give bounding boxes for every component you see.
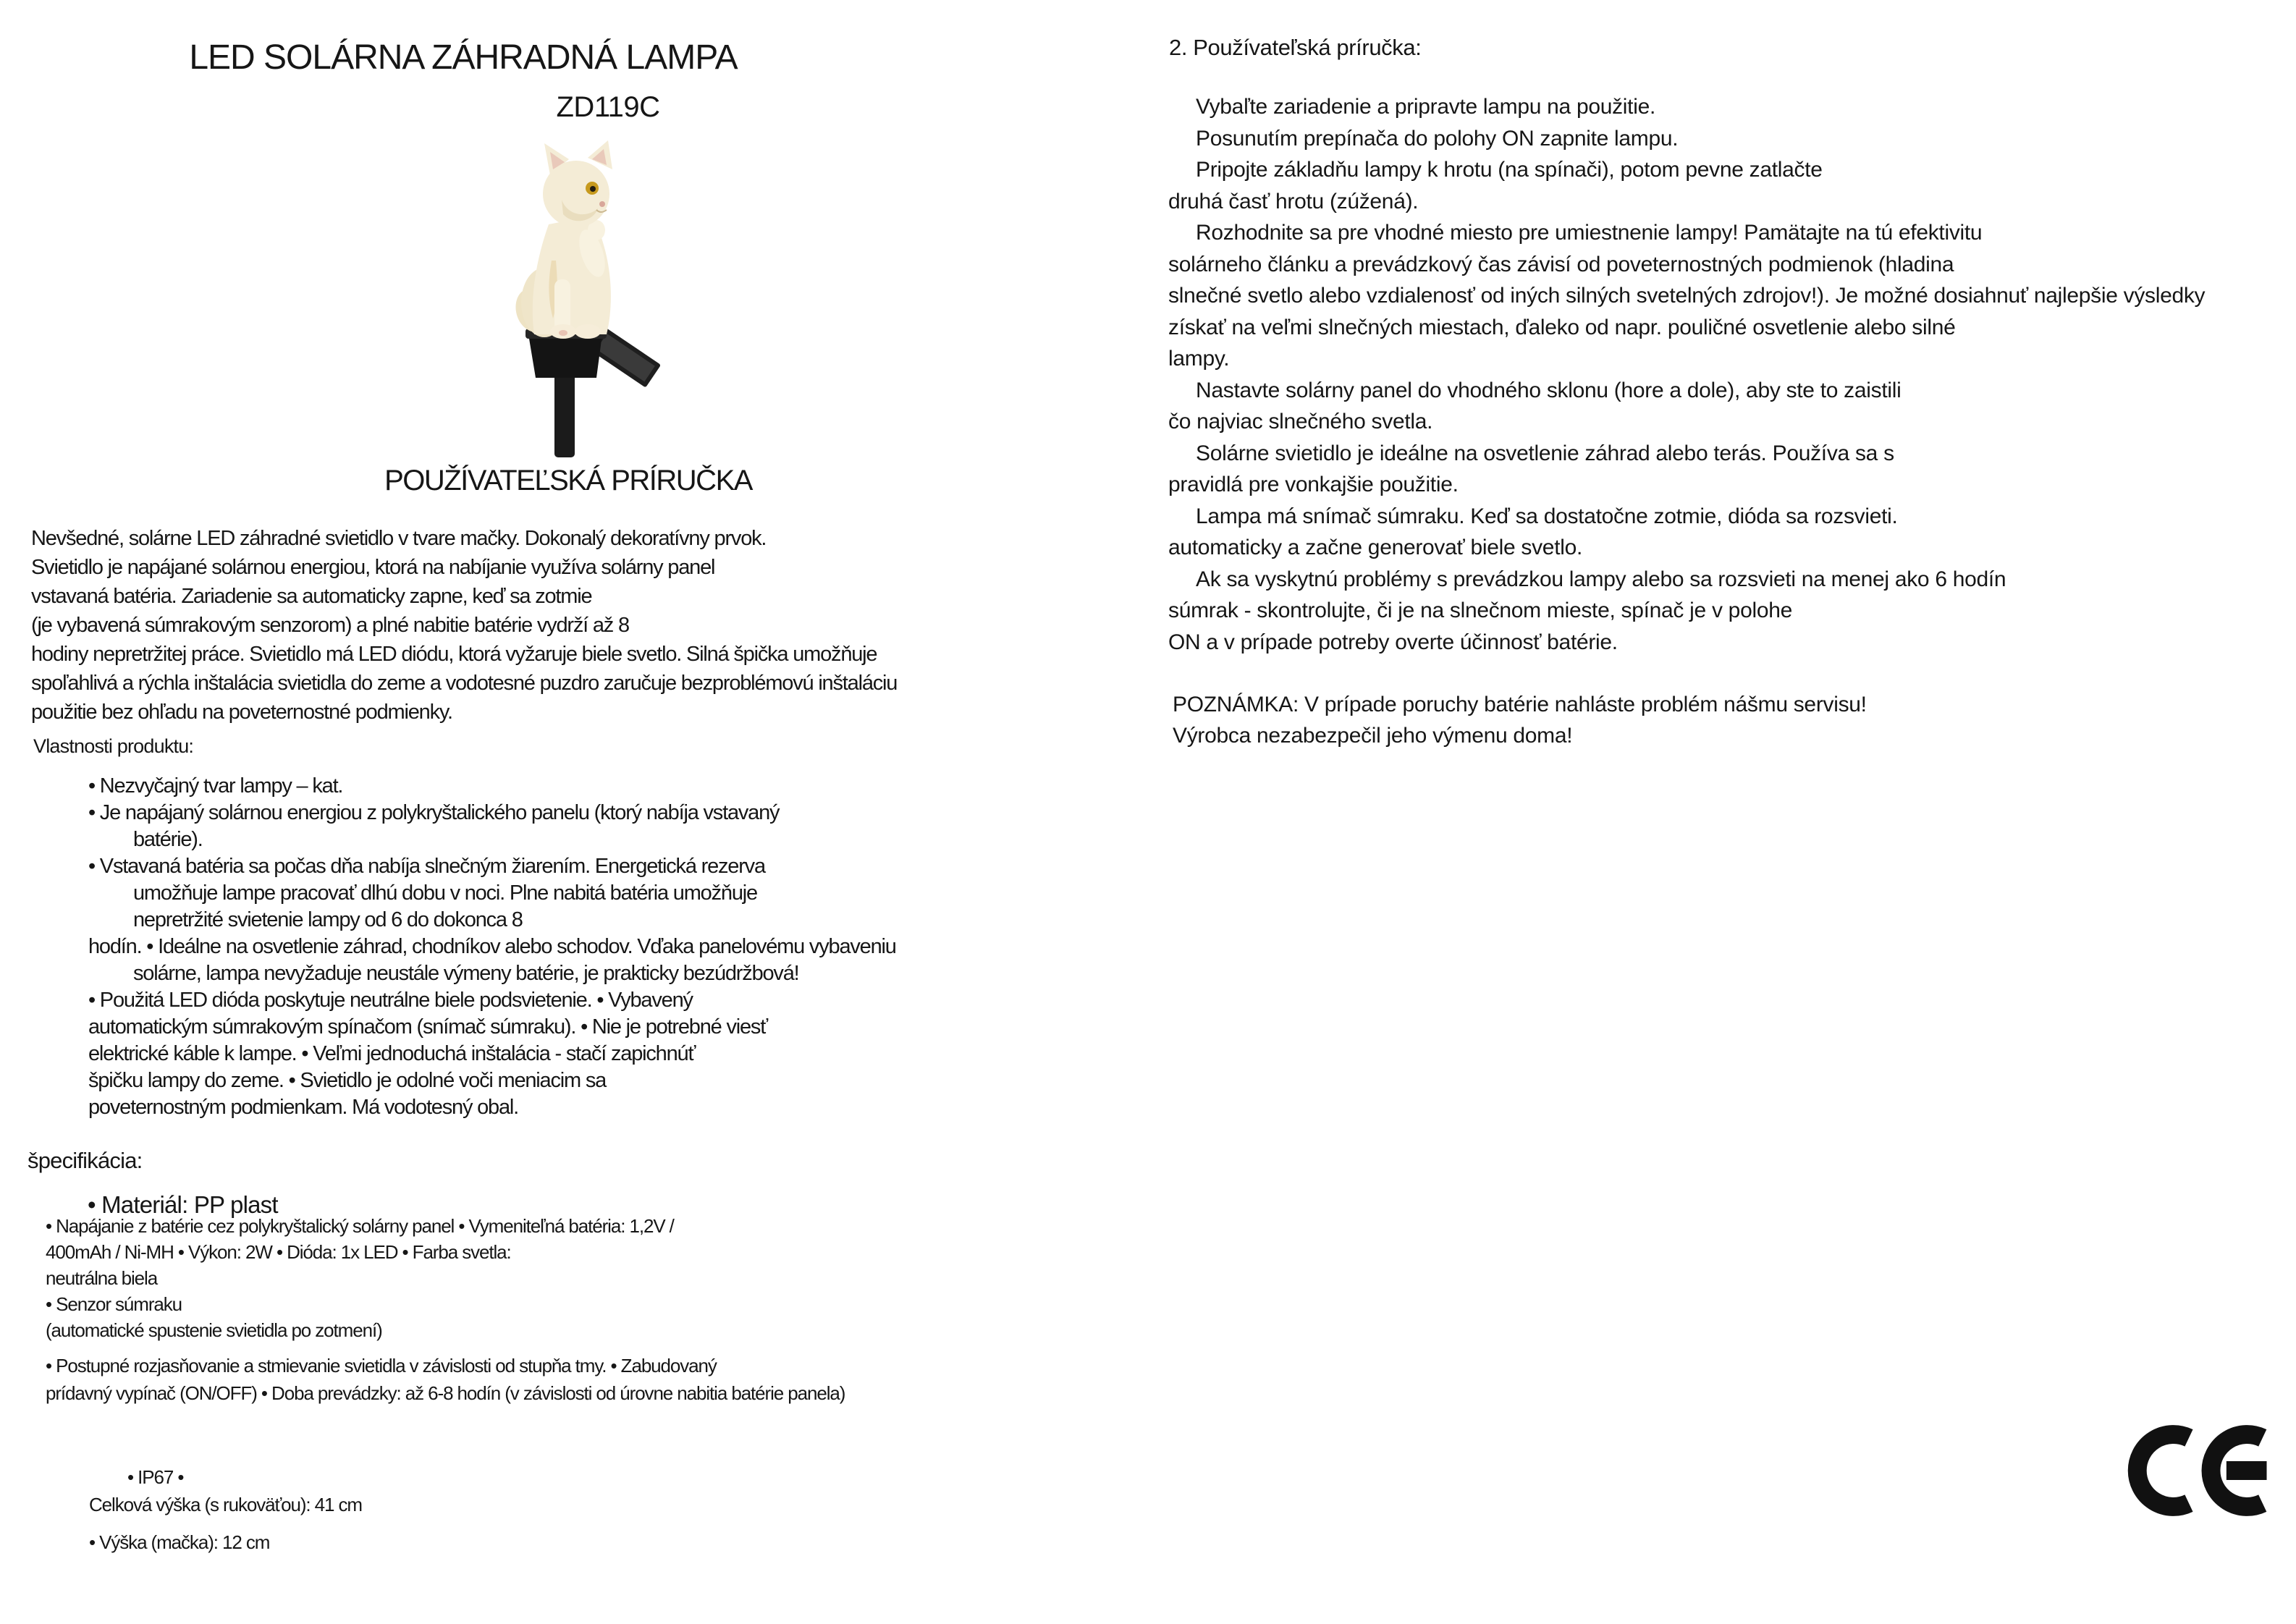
features-list xyxy=(0,773,1100,1121)
user-guide-paragraph xyxy=(1168,91,2283,658)
user-guide-heading: 2. Používateľská príručka: xyxy=(1169,35,1422,60)
list-item: hodín. • Ideálne na osvetlenie záhrad, chodníkov alebo schodov. Vďaka panelovému vybaveniu xyxy=(88,935,896,958)
text-line: vstavaná batéria. Zariadenie sa automaticky zapne, keď sa zotmie xyxy=(31,585,592,608)
text-line: Pripojte základňu lampy k hrotu (na spínači), potom pevne zatlačte xyxy=(1196,158,1823,182)
text-line: (automatické spustenie svietidla po zotmení) xyxy=(46,1319,382,1341)
model-number: ZD119C xyxy=(556,91,660,123)
page-title: LED SOLÁRNA ZÁHRADNÁ LAMPA xyxy=(189,38,738,77)
note-block xyxy=(1173,689,2280,751)
spec-total-height: Celková výška (s rukoväťou): 41 cm xyxy=(89,1494,362,1515)
text-line: Vybaľte zariadenie a pripravte lampu na použitie. xyxy=(1196,95,1655,119)
text-line: 400mAh / Ni-MH • Výkon: 2W • Dióda: 1x LED • Farba svetla: xyxy=(46,1241,511,1263)
text-line: čo najviac slnečného svetla. xyxy=(1168,410,1433,434)
spec-details-extra xyxy=(46,1352,1095,1407)
list-item: nepretržité svietenie lampy od 6 do dokonca 8 xyxy=(133,908,523,931)
cat-figurine xyxy=(516,140,612,339)
spec-ip-rating: • IP67 • xyxy=(127,1466,184,1488)
spec-details xyxy=(46,1213,1095,1343)
text-line: ON a v prípade potreby overte účinnosť batérie. xyxy=(1168,630,1618,654)
list-item: • Použitá LED dióda poskytuje neutrálne biele podsvietenie. • Vybavený xyxy=(88,989,693,1012)
text-line: Rozhodnite sa pre vhodné miesto pre umiestnenie lampy! Pamätajte na tú efektivitu xyxy=(1196,221,1983,245)
text-line: druhá časť hrotu (zúžená). xyxy=(1168,189,1419,213)
manual-heading: POUŽÍVATEĽSKÁ PRÍRUČKA xyxy=(384,465,752,496)
list-item: • Nezvyčajný tvar lampy – kat. xyxy=(88,774,343,798)
text-line: solárneho článku a prevádzkový čas závisí od poveternostných podmienok (hladina xyxy=(1168,252,1954,276)
text-line: súmrak - skontrolujte, či je na slnečnom mieste, spínač je v polohe xyxy=(1168,599,1792,622)
list-item: umožňuje lampe pracovať dlhú dobu v noci. Plne nabitá batéria umožňuje xyxy=(133,881,757,905)
text-line: spoľahlivá a rýchla inštalácia svietidla do zeme a vodotesné puzdro zaručuje bezproblémovú inštaláciu xyxy=(31,672,898,695)
spec-cat-height: • Výška (mačka): 12 cm xyxy=(89,1531,270,1553)
text-line: automaticky a začne generovať biele svetlo. xyxy=(1168,536,1583,559)
text-line: • Postupné rozjasňovanie a stmievanie svietidla v závislosti od stupňa tmy. • Zabudovaný xyxy=(46,1355,717,1376)
text-line: hodiny nepretržitej práce. Svietidlo má LED diódu, ktorá vyžaruje biele svetlo. Silná špička umožňuje xyxy=(31,643,877,666)
list-item: špičku lampy do zeme. • Svietidlo je odolné voči meniacim sa xyxy=(88,1069,607,1092)
text-line: Solárne svietidlo je ideálne na osvetlenie záhrad alebo terás. Používa sa s xyxy=(1196,441,1894,465)
lamp-stake xyxy=(554,369,575,457)
text-line: získať na veľmi slnečných miestach, ďaleko od napr. pouličné osvetlenie alebo silné xyxy=(1168,315,1956,339)
text-line: Nevšedné, solárne LED záhradné svietidlo v tvare mačky. Dokonalý dekoratívny prvok. xyxy=(31,527,767,550)
features-heading: Vlastnosti produktu: xyxy=(33,735,194,757)
cat-lamp-image xyxy=(507,138,667,462)
note-line: POZNÁMKA: V prípade poruchy batérie nahláste problém nášmu servisu! xyxy=(1173,693,1867,716)
text-line: Posunutím prepínača do polohy ON zapnite lampu. xyxy=(1196,126,1679,151)
list-item: automatickým súmrakovým spínačom (snímač súmraku). • Nie je potrebné viesť xyxy=(88,1015,767,1039)
list-item: batérie). xyxy=(133,828,203,851)
text-line: (je vybavená súmrakovým senzorom) a plné nabitie batérie vydrží až 8 xyxy=(31,614,629,637)
list-item: • Vstavaná batéria sa počas dňa nabíja slnečným žiarením. Energetická rezerva xyxy=(88,855,765,878)
list-item: poveternostným podmienkam. Má vodotesný obal. xyxy=(88,1096,519,1119)
note-line: Výrobca nezabezpečil jeho výmenu doma! xyxy=(1173,724,1573,748)
text-line: Nastavte solárny panel do vhodného sklonu (hore a dole), aby ste to zaistili xyxy=(1196,378,1902,402)
text-line: Ak sa vyskytnú problémy s prevádzkou lampy alebo sa rozsvieti na menej ako 6 hodín xyxy=(1196,567,2006,591)
text-line: pravidlá pre vonkajšie použitie. xyxy=(1168,473,1459,496)
text-line: Svietidlo je napájané solárnou energiou, ktorá na nabíjanie využíva solárny panel xyxy=(31,556,715,579)
text-line: prídavný vypínač (ON/OFF) • Doba prevádzky: až 6-8 hodín (v závislosti od úrovne nabitia batérie panela) xyxy=(46,1382,845,1404)
text-line: • Napájanie z batérie cez polykryštalický solárny panel • Vymeniteľná batéria: 1,2V / xyxy=(46,1215,674,1237)
text-line: neutrálna biela xyxy=(46,1267,158,1289)
text-line: slnečné svetlo alebo vzdialenosť od iných silných svetelných zdrojov!). Je možné dosiahnuť najlepšie výsledky xyxy=(1168,284,2206,308)
list-item: elektrické káble k lampe. • Veľmi jednoduchá inštalácia - stačí zapichnúť xyxy=(88,1042,696,1065)
text-line: • Senzor súmraku xyxy=(46,1293,182,1315)
ce-mark-icon xyxy=(2119,1413,2293,1528)
list-item: solárne, lampa nevyžaduje neustále výmeny batérie, je prakticky bezúdržbová! xyxy=(133,962,799,985)
text-line: lampy. xyxy=(1168,347,1230,371)
spec-heading: špecifikácia: xyxy=(28,1148,143,1173)
text-line: Lampa má snímač súmraku. Keď sa dostatočne zotmie, dióda sa rozsvieti. xyxy=(1196,504,1898,528)
list-item: • Je napájaný solárnou energiou z polykryštalického panelu (ktorý nabíja vstavaný xyxy=(88,801,780,824)
intro-paragraph xyxy=(31,524,1095,727)
text-line: použitie bez ohľadu na poveternostné podmienky. xyxy=(31,701,452,724)
spec-material: • Materiál: PP plast xyxy=(88,1191,278,1218)
